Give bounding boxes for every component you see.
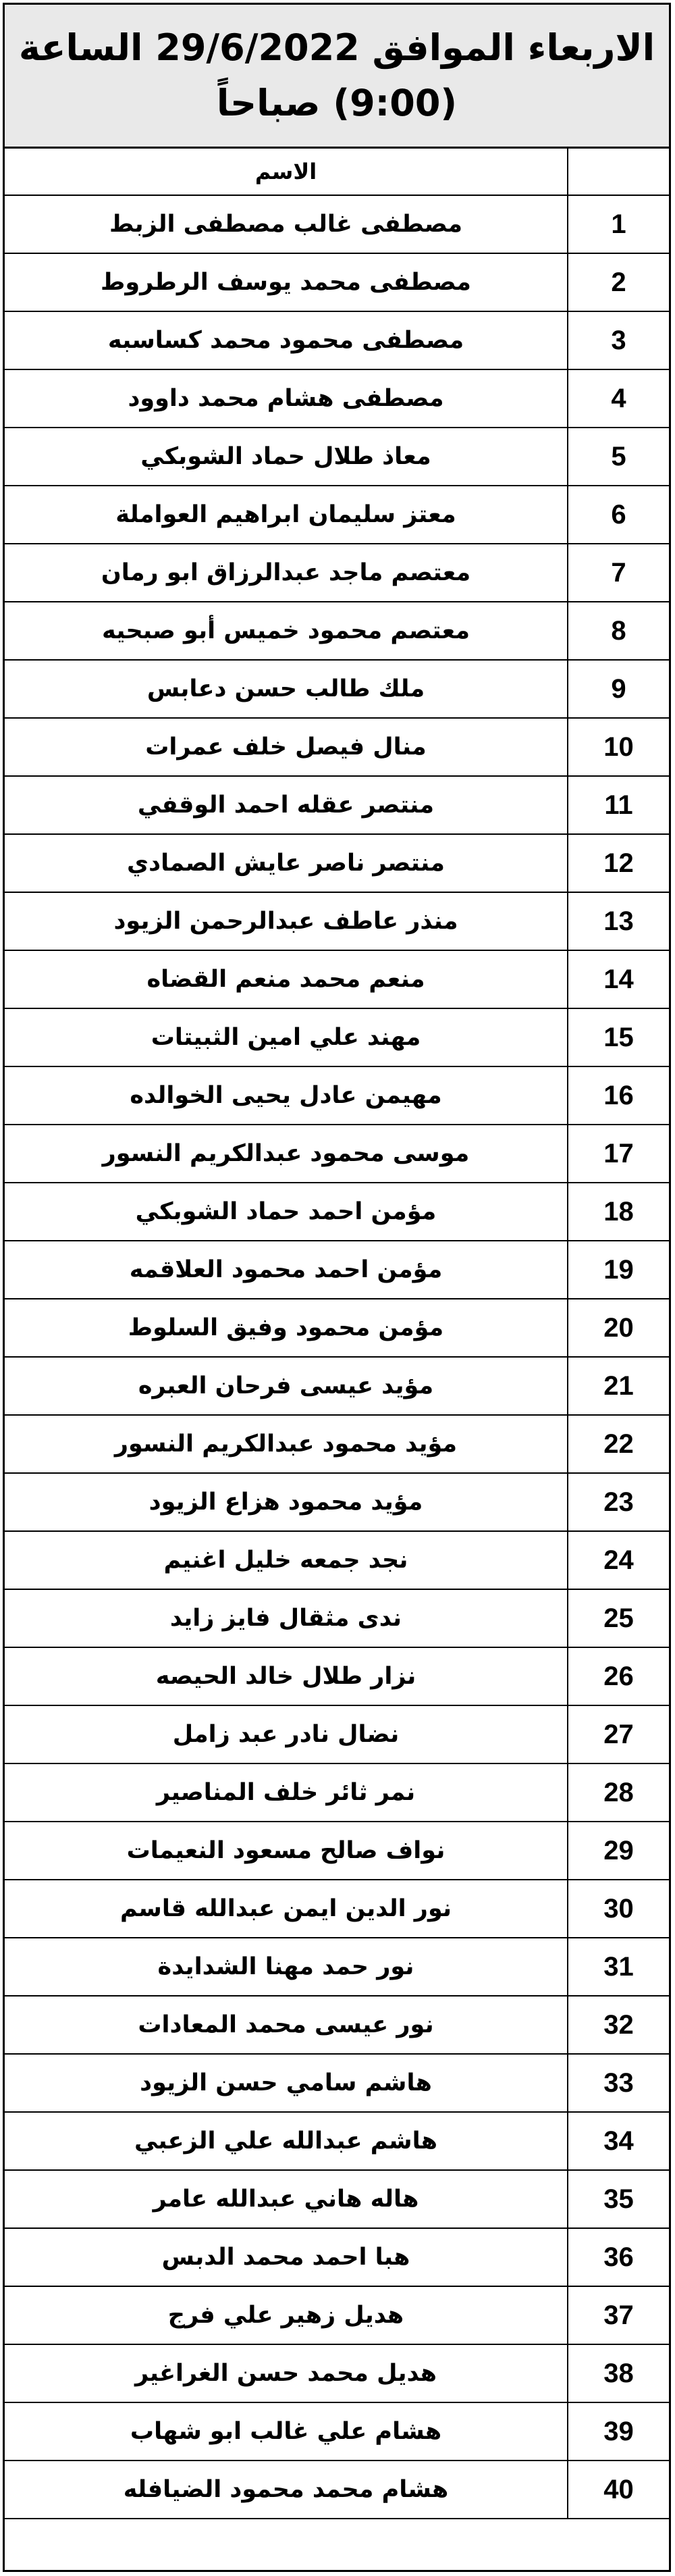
names-table: [5, 149, 669, 2519]
row-number: 22: [568, 1415, 669, 1473]
row-number: 9: [568, 660, 669, 718]
row-number: 21: [568, 1357, 669, 1415]
row-number: 25: [568, 1589, 669, 1647]
table-row: [5, 718, 669, 776]
row-number: 18: [568, 1183, 669, 1241]
table-row: [5, 1880, 669, 1938]
table-row: [5, 2286, 669, 2344]
student-name: معاذ طلال حماد الشوبكي: [5, 428, 568, 486]
student-name: نضال نادر عبد زامل: [5, 1705, 568, 1763]
row-number: 6: [568, 486, 669, 544]
student-name: مؤمن محمود وفيق السلوط: [5, 1299, 568, 1357]
student-name: هبا احمد محمد الدبس: [5, 2228, 568, 2286]
student-name: مهند علي امين الثبيتات: [5, 1008, 568, 1066]
student-name: مؤمن احمد حماد الشوبكي: [5, 1183, 568, 1241]
table-row: [5, 1357, 669, 1415]
row-number: 24: [568, 1531, 669, 1589]
table-row: [5, 602, 669, 660]
row-number: 33: [568, 2054, 669, 2112]
table-row: [5, 428, 669, 486]
row-number: 3: [568, 311, 669, 369]
student-name: هشام علي غالب ابو شهاب: [5, 2402, 568, 2461]
student-name: هاله هاني عبدالله عامر: [5, 2170, 568, 2228]
table-row: [5, 1938, 669, 1996]
row-number: 8: [568, 602, 669, 660]
table-row: [5, 950, 669, 1008]
exam-schedule-sheet: [3, 3, 671, 2572]
table-row: [5, 2112, 669, 2170]
table-row: [5, 2461, 669, 2519]
table-row: [5, 2402, 669, 2461]
table-row: [5, 1531, 669, 1589]
row-number: 36: [568, 2228, 669, 2286]
row-number: 39: [568, 2402, 669, 2461]
table-row: [5, 544, 669, 602]
title-time-line: (9:00) صباحاً: [216, 82, 458, 124]
student-name: هاشم عبدالله علي الزعبي: [5, 2112, 568, 2170]
student-name: ندى مثقال فايز زايد: [5, 1589, 568, 1647]
table-row: [5, 253, 669, 311]
names-table-body: [5, 149, 669, 2519]
table-row: [5, 1996, 669, 2054]
table-row: [5, 776, 669, 834]
table-row: [5, 2228, 669, 2286]
row-number: 34: [568, 2112, 669, 2170]
student-name: نزار طلال خالد الحيصه: [5, 1647, 568, 1705]
student-name: مصطفى غالب مصطفى الزبط: [5, 195, 568, 253]
student-name: نمر ثائر خلف المناصير: [5, 1763, 568, 1822]
row-number: 32: [568, 1996, 669, 2054]
row-number: 23: [568, 1473, 669, 1531]
student-name: منذر عاطف عبدالرحمن الزيود: [5, 892, 568, 950]
row-number: 14: [568, 950, 669, 1008]
row-number: 30: [568, 1880, 669, 1938]
row-number: 37: [568, 2286, 669, 2344]
table-row: [5, 195, 669, 253]
table-row: [5, 1647, 669, 1705]
table-row: [5, 1589, 669, 1647]
row-number: 35: [568, 2170, 669, 2228]
table-row: [5, 1241, 669, 1299]
table-row: [5, 1822, 669, 1880]
title-banner: [5, 5, 669, 149]
table-row: [5, 834, 669, 892]
table-row: [5, 892, 669, 950]
table-row: [5, 1763, 669, 1822]
student-name: نور حمد مهنا الشدايدة: [5, 1938, 568, 1996]
row-number: 16: [568, 1066, 669, 1125]
table-row: [5, 1125, 669, 1183]
row-number: 19: [568, 1241, 669, 1299]
table-row: [5, 2170, 669, 2228]
row-number: 17: [568, 1125, 669, 1183]
student-name: منال فيصل خلف عمرات: [5, 718, 568, 776]
table-header-row: [5, 149, 669, 195]
row-number: 15: [568, 1008, 669, 1066]
table-row: [5, 1066, 669, 1125]
student-name: مؤيد محمود عبدالكريم النسور: [5, 1415, 568, 1473]
row-number: 2: [568, 253, 669, 311]
row-number: 13: [568, 892, 669, 950]
student-name: مصطفى هشام محمد داوود: [5, 369, 568, 428]
student-name: منتصر عقله احمد الوقفي: [5, 776, 568, 834]
row-number: 12: [568, 834, 669, 892]
student-name: هشام محمد محمود الضيافله: [5, 2461, 568, 2519]
student-name: مؤمن احمد محمود العلاقمه: [5, 1241, 568, 1299]
row-number: 27: [568, 1705, 669, 1763]
student-name: معتصم محمود خميس أبو صبحيه: [5, 602, 568, 660]
row-number: 26: [568, 1647, 669, 1705]
student-name: معتز سليمان ابراهيم العواملة: [5, 486, 568, 544]
row-number: 38: [568, 2344, 669, 2402]
student-name: مؤيد عيسى فرحان العبره: [5, 1357, 568, 1415]
table-row: [5, 1299, 669, 1357]
table-row: [5, 311, 669, 369]
student-name: معتصم ماجد عبدالرزاق ابو رمان: [5, 544, 568, 602]
student-name: نور عيسى محمد المعادات: [5, 1996, 568, 2054]
row-number: 7: [568, 544, 669, 602]
student-name: مؤيد محمود هزاع الزيود: [5, 1473, 568, 1531]
row-number: 1: [568, 195, 669, 253]
student-name: منتصر ناصر عايش الصمادي: [5, 834, 568, 892]
row-number: 28: [568, 1763, 669, 1822]
student-name: نواف صالح مسعود النعيمات: [5, 1822, 568, 1880]
student-name: نجد جمعه خليل اغنيم: [5, 1531, 568, 1589]
row-number: 29: [568, 1822, 669, 1880]
row-number: 11: [568, 776, 669, 834]
student-name: مصطفى محمود محمد كساسبه: [5, 311, 568, 369]
student-name: نور الدين ايمن عبدالله قاسم: [5, 1880, 568, 1938]
table-row: [5, 486, 669, 544]
row-number: 4: [568, 369, 669, 428]
student-name: هديل محمد حسن الغراغير: [5, 2344, 568, 2402]
table-row: [5, 1415, 669, 1473]
table-row: [5, 2054, 669, 2112]
student-name: هاشم سامي حسن الزيود: [5, 2054, 568, 2112]
name-column-header: الاسم: [5, 149, 568, 195]
table-row: [5, 2344, 669, 2402]
row-number: 5: [568, 428, 669, 486]
table-row: [5, 369, 669, 428]
table-row: [5, 1473, 669, 1531]
student-name: موسى محمود عبدالكريم النسور: [5, 1125, 568, 1183]
student-name: مصطفى محمد يوسف الرطروط: [5, 253, 568, 311]
table-row: [5, 1705, 669, 1763]
row-number: 40: [568, 2461, 669, 2519]
row-number: 31: [568, 1938, 669, 1996]
student-name: هديل زهير علي فرج: [5, 2286, 568, 2344]
number-column-header: [568, 149, 669, 195]
title-date-line: الاربعاء الموافق 29/6/2022 الساعة: [18, 26, 655, 69]
row-number: 20: [568, 1299, 669, 1357]
table-row: [5, 660, 669, 718]
table-row: [5, 1008, 669, 1066]
student-name: منعم محمد منعم القضاه: [5, 950, 568, 1008]
student-name: مهيمن عادل يحيى الخوالده: [5, 1066, 568, 1125]
table-row: [5, 1183, 669, 1241]
row-number: 10: [568, 718, 669, 776]
student-name: ملك طالب حسن دعابس: [5, 660, 568, 718]
